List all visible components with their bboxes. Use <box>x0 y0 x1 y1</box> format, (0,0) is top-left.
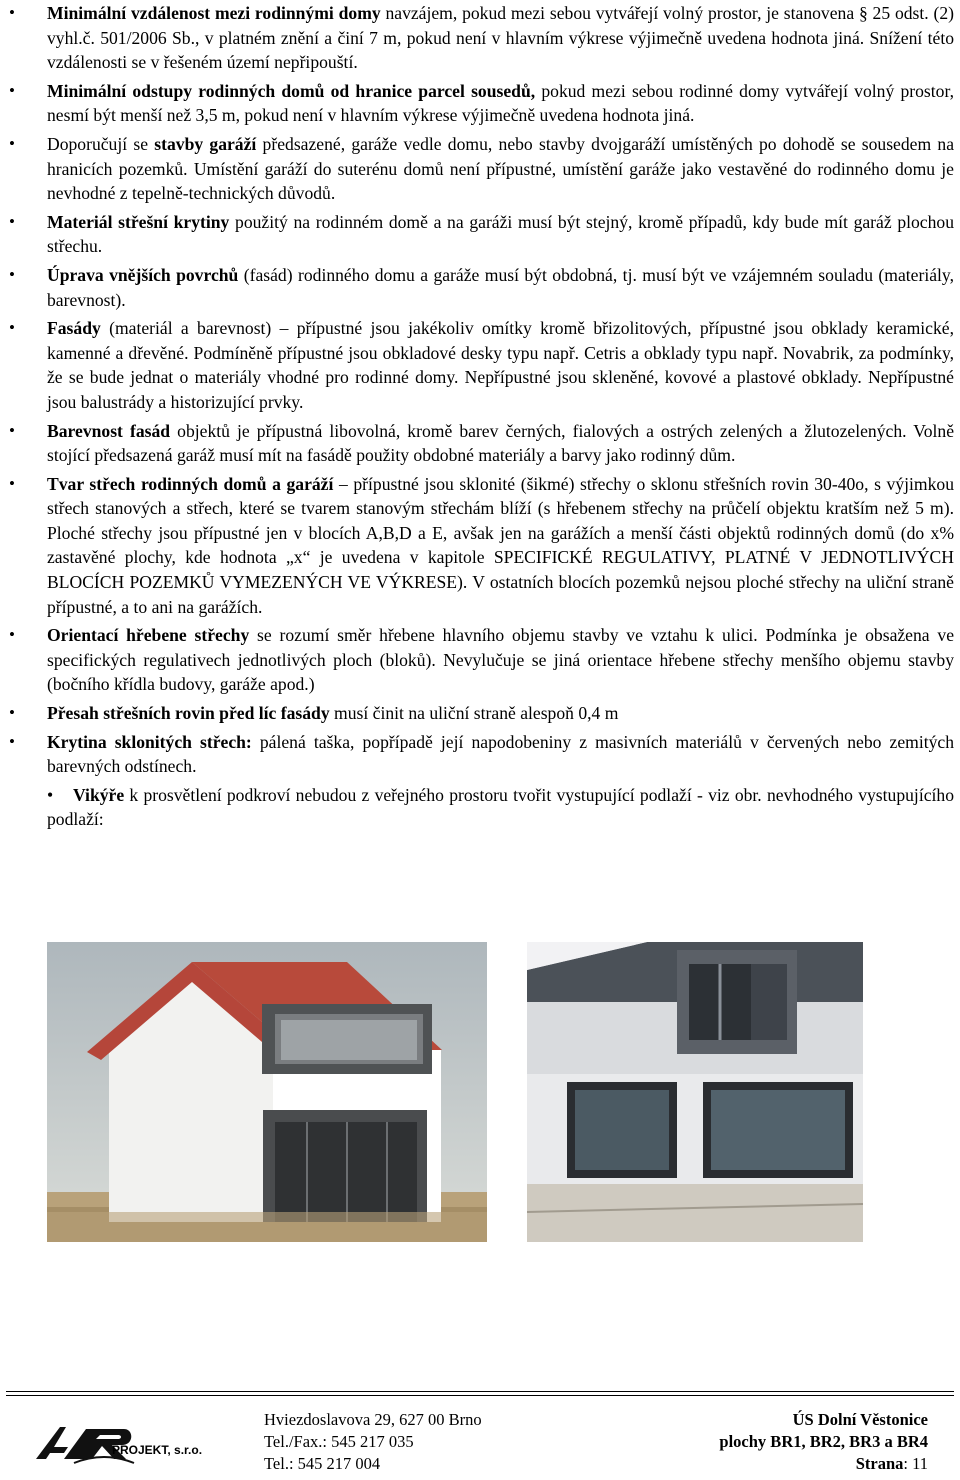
footer-address: Hviezdoslavova 29, 627 00 Brno <box>264 1410 482 1429</box>
item-term: Krytina sklonitých střech: <box>47 731 252 752</box>
list-item <box>0 316 960 414</box>
item-term: Minimální vzdálenost mezi rodinnými domy <box>47 3 381 23</box>
item-text: – přípustné jsou sklonité (šikmé) střechy o sklonu střešních rovin 30-40o, s výjimkou střech stanových a střech, které se tvarem stanovým střechám blíží (s hřebenem střechy na průčelí objektu kratším než 5 m). Ploché střechy jsou přípustné jen v blocích A,B,D a E, avšak jen na garážích a menší části objektů rodinných domů (do x% zastavěné plochy, kde hodnota „x“ je uvedena v kapitole SPECIFICKÉ REGULATIVY, PLATNÉ V JEDNOTLIVÝCH BLOCÍCH POZEMKŮ VYMEZENÝCH VE VÝKRESE). V ostatních blocích pozemků nejsou ploché střechy na uliční straně přípustné, a to ani na garážích. <box>47 473 954 617</box>
item-text: předsazené, garáže vedle domu, nebo stavby dvojgaráží umístěných po dohodě se sousedem na hranicích pozemků. Umístění garáží do suterénu domů není přípustné, umístění garáže jako vestavěné do rodinného domu je nevhodné z tepelně-technických důvodů. <box>47 133 954 204</box>
bullet-icon: • <box>9 625 15 645</box>
footer-tel: Tel.: 545 217 004 <box>264 1454 381 1473</box>
item-term: Minimální odstupy rodinných domů od hranice parcel sousedů, <box>47 80 536 101</box>
house-photo-left <box>47 942 487 1242</box>
bullet-icon: • <box>9 318 15 338</box>
item-text: pálená taška, popřípadě její napodobeniny z masivních materiálů v červených nebo zemitých barevných odstínech. <box>47 731 954 777</box>
bullet-icon: • <box>47 784 54 805</box>
item-term: stavby garáží <box>154 133 257 154</box>
project-subtitle: plochy BR1, BR2, BR3 a BR4 <box>719 1432 928 1451</box>
bullet-icon: • <box>9 133 15 153</box>
page-indicator <box>719 1453 928 1475</box>
list-item <box>0 79 960 128</box>
project-title: ÚS Dolní Věstonice <box>792 1410 928 1429</box>
footer-project-block <box>719 1409 928 1475</box>
page-number: : 11 <box>903 1454 928 1473</box>
item-text: Doporučují se <box>47 133 155 154</box>
item-text: se rozumí směr hřebene hlavního objemu stavby ve vztahu k ulici. Podmínka je obsažena ve specifických regulativech jednotlivých ploch (bloků). Nevylučuje se jiná orientace hřebene střechy menšího objemu stavby (bočního křídla budovy, garáže apod.) <box>47 625 955 695</box>
footer-telfax: Tel./Fax.: 545 217 035 <box>264 1432 414 1451</box>
item-text: použitý na rodinném domě a na garáži musí být stejný, kromě případů, kdy bude mít garáž plochou střechu. <box>47 211 954 257</box>
footer-address-block <box>264 1409 482 1475</box>
item-term: Materiál střešní krytiny <box>47 211 230 232</box>
list-item <box>0 263 960 312</box>
item-term: Barevnost fasád <box>47 420 171 441</box>
logo-text: PROJEKT, s.r.o. <box>112 1443 203 1457</box>
list-item <box>0 623 960 697</box>
list-item <box>0 419 960 468</box>
item-text: navzájem, pokud mezi sebou vytvářejí volný prostor, je stanovena § 25 odst. (2) vyhl.č. 501/2006 Sb., v platném znění a činí 7 m, pokud není v hlavním výkrese výjimečně uvedena hodnota jiná. Snížení této vzdálenosti se v řešeném území nepřipouští. <box>47 3 954 73</box>
list-item-vikyre <box>0 783 960 832</box>
footer-rule <box>6 1391 954 1392</box>
bullet-icon: • <box>9 473 15 493</box>
bullet-icon: • <box>9 264 15 284</box>
house-photo-right <box>527 942 863 1242</box>
bullet-icon: • <box>9 211 15 231</box>
footer-rule-thin <box>6 1395 954 1396</box>
list-item <box>0 210 960 259</box>
bullet-icon: • <box>9 420 15 440</box>
bullet-icon: • <box>9 80 15 100</box>
item-term: Úprava vnějších povrchů <box>47 264 239 285</box>
list-item <box>0 701 960 726</box>
list-item <box>0 132 960 206</box>
item-term: Tvar střech rodinných domů a garáží <box>47 473 334 494</box>
item-term: Přesah střešních rovin před líc fasády <box>47 703 330 724</box>
vikyre-term: Vikýře <box>73 784 125 805</box>
photo-strip <box>0 942 960 1242</box>
list-item <box>0 1 960 75</box>
bullet-icon: • <box>9 731 15 751</box>
list-item <box>0 730 960 779</box>
item-text: objektů je přípustná libovolná, kromě barev černých, fialových a ostrých zelených a žlutozelených. Volně stojící předsazená garáž musí mít na fasádě použity obdobné materiály a barvy jako rodinný dům. <box>47 420 955 466</box>
item-text: (fasád) rodinného domu a garáže musí být obdobná, tj. musí být ve vzájemném souladu (materiály, barevnost). <box>47 264 954 310</box>
page-label: Strana <box>855 1454 904 1473</box>
bullet-icon: • <box>9 703 15 723</box>
page-footer <box>0 1389 960 1480</box>
item-term: Orientací hřebene střechy <box>47 625 250 646</box>
item-term: Fasády <box>47 318 101 339</box>
item-text: musí činit na uliční straně alespoň 0,4 m <box>329 703 619 724</box>
list-item <box>0 472 960 620</box>
vikyre-text: k prosvětlení podkroví nebudou z veřejného prostoru tvořit vystupující podlaží - viz obr. nevhodného vystupujícího podlaží: <box>47 784 954 830</box>
bullet-icon: • <box>9 3 15 22</box>
item-text: (materiál a barevnost) – přípustné jsou jakékoliv omítky kromě břizolitových, přípustné jsou obklady keramické, kamenné a dřevěné. Podmíněně přípustné jsou obkladové desky typu např. Cetris a obklady typu např. Novabrik, za podmínky, že se bude jednat o materiály vhodné pro rodinné domy. Nepřípustné jsou skleněné, kovové a plastové obklady. Nepřípustné jsou balustrády a historizující prvky. <box>47 318 954 412</box>
item-text: pokud mezi sebou rodinné domy vytvářejí volný prostor, nesmí být menší než 3,5 m, pokud není v hlavním výkrese výjimečně uvedena hodnota jiná. <box>47 80 954 126</box>
